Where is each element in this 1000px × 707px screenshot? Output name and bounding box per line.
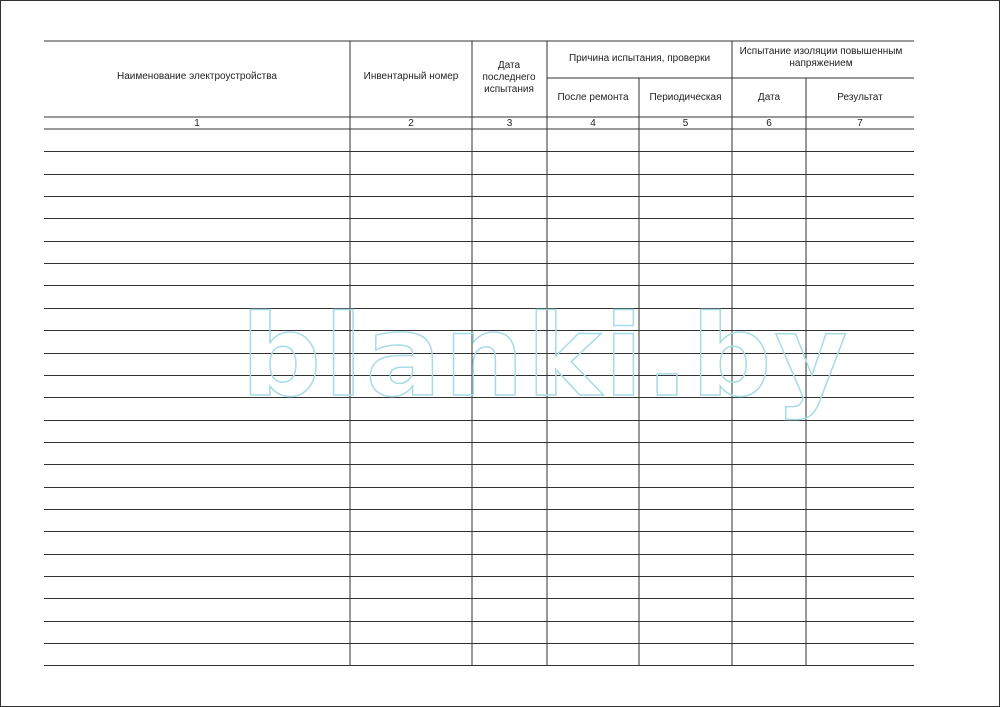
column-number-2: 2	[408, 118, 414, 129]
header-test-reason: Причина испытания, проверки	[568, 53, 711, 64]
header-periodic: Периодическая	[649, 92, 722, 103]
column-number-1: 1	[194, 118, 200, 129]
header-after-repair: После ремонта	[557, 92, 629, 103]
column-number-5: 5	[682, 118, 689, 129]
header-result: Результат	[837, 92, 883, 103]
header-last-test-date: Дата последнего испытания	[482, 60, 536, 95]
header-inventory-number: Инвентарный номер	[363, 71, 459, 82]
header-insulation-test: Испытание изоляции повышенным напряжением	[739, 46, 903, 69]
column-number-3: 3	[506, 118, 513, 129]
header-device-name: Наименование электроустройства	[117, 71, 277, 82]
watermark-logo: blanki.by	[241, 292, 851, 422]
column-number-6: 6	[766, 118, 772, 129]
header-date: Дата	[757, 92, 781, 103]
column-number-4: 4	[590, 118, 596, 129]
column-number-7: 7	[857, 118, 863, 129]
